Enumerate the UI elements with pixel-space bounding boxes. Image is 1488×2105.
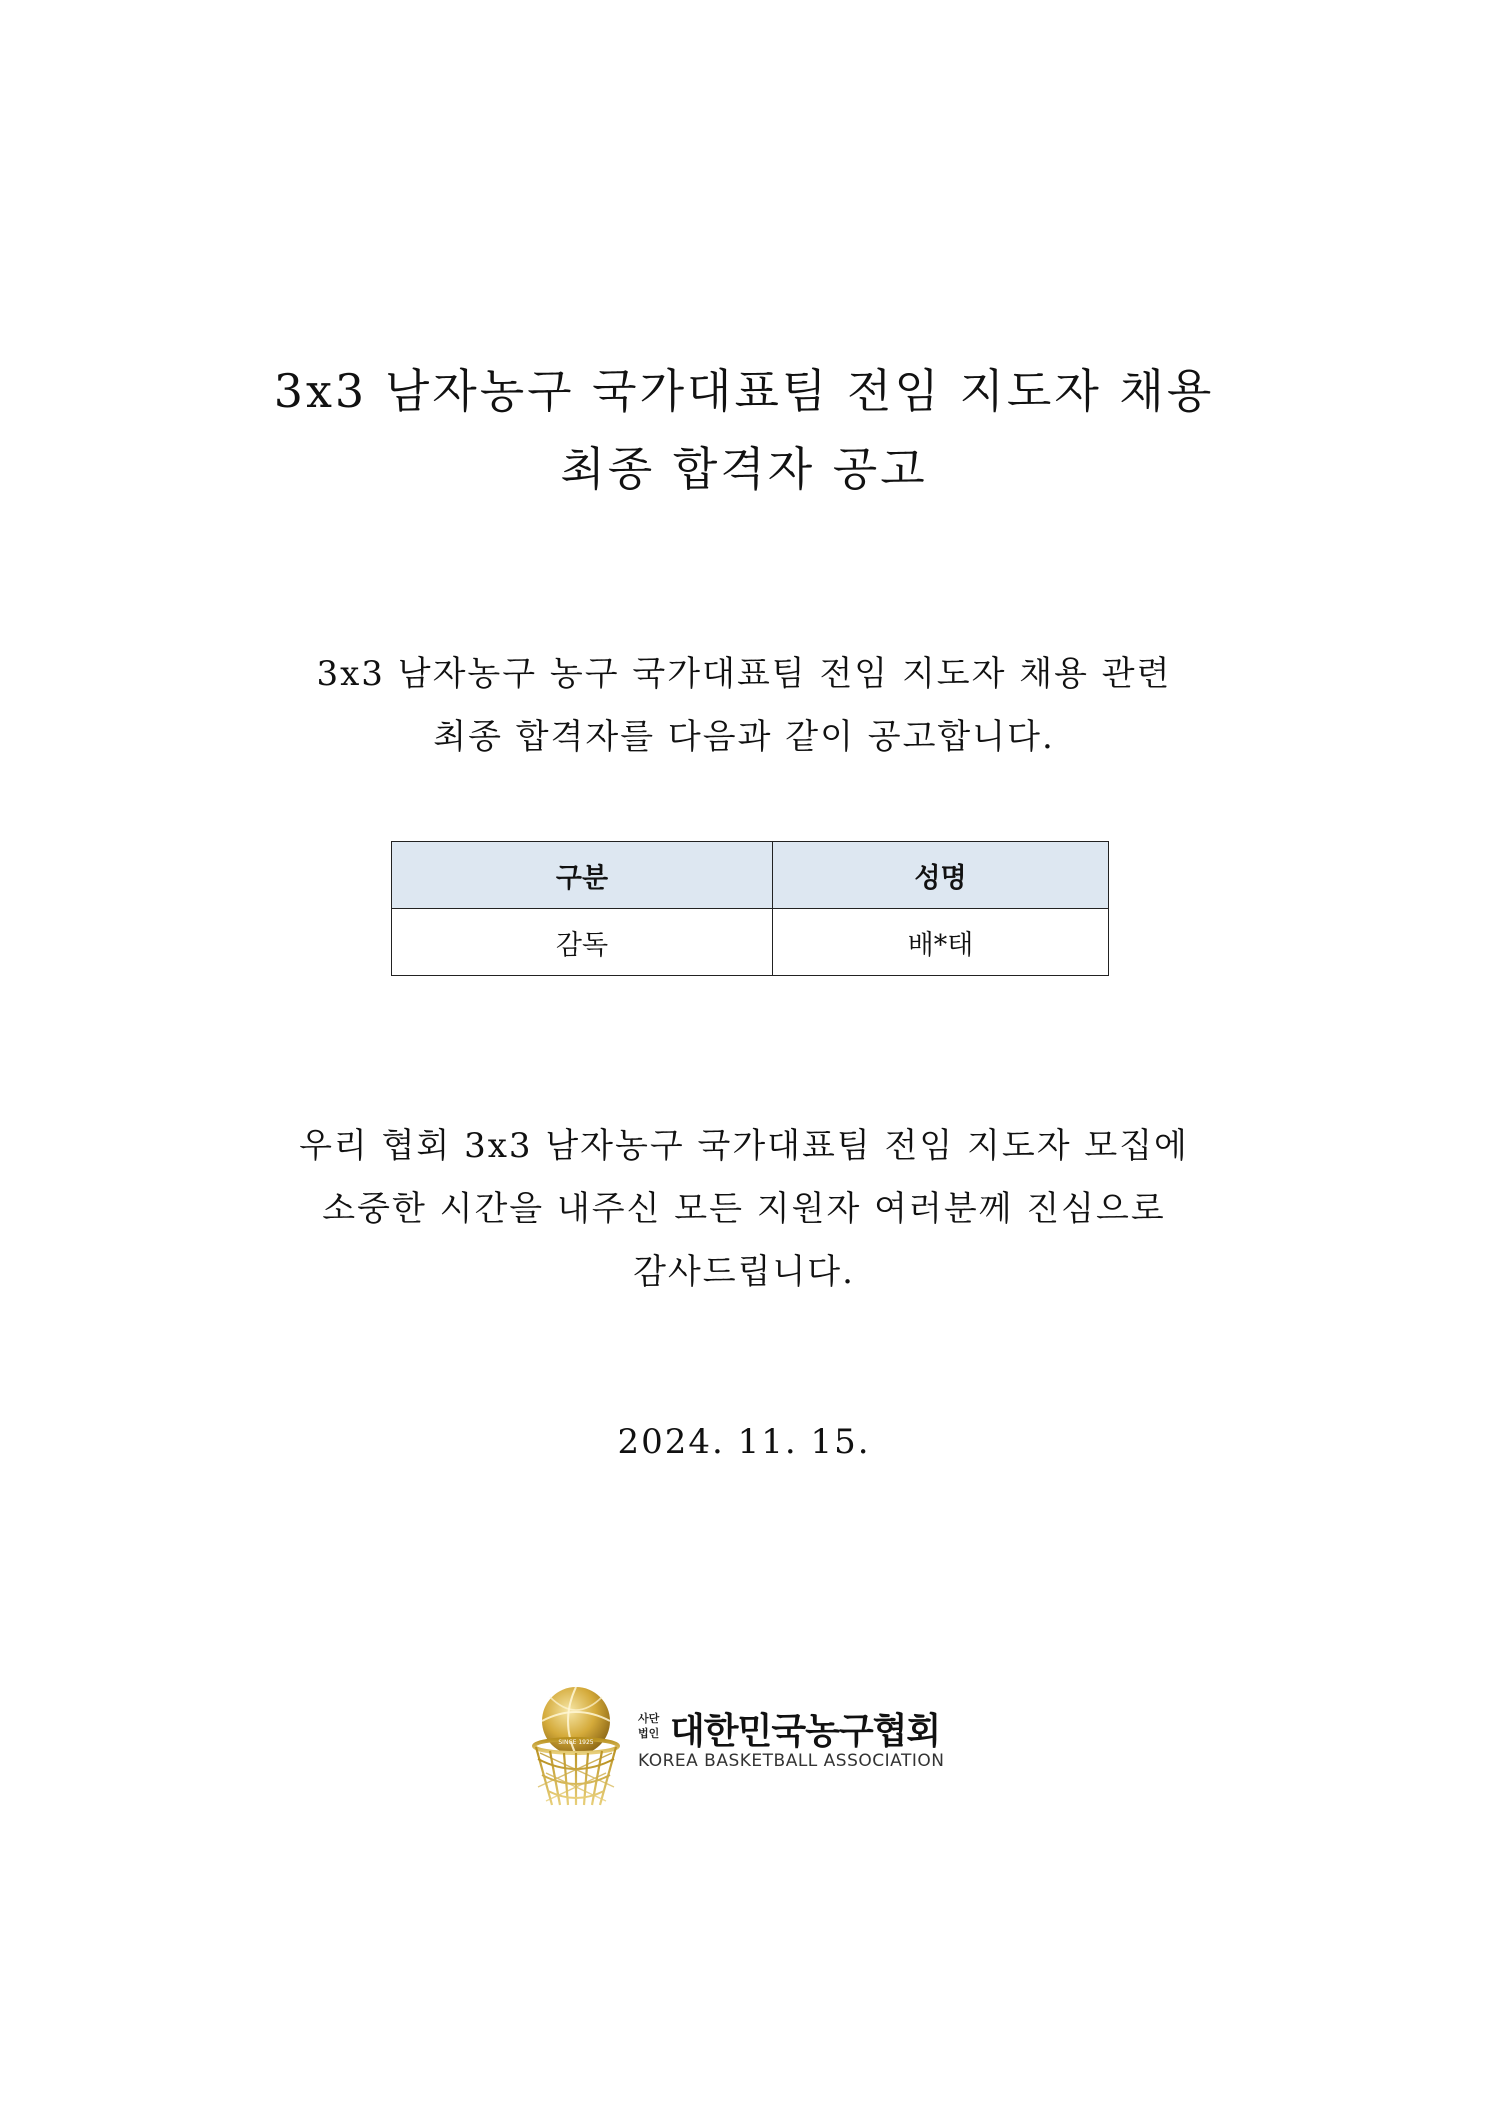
logo-prefix-line-1: 사단 [638,1712,660,1725]
intro-line-2: 최종 합격자를 다음과 같이 공고합니다. [433,717,1055,757]
closing-line-2: 소중한 시간을 내주신 모든 지원자 여러분께 진심으로 [322,1189,1166,1229]
title-line-2: 최종 합격자 공고 [560,442,928,496]
cell-name: 배*태 [773,909,1109,976]
cell-category: 감독 [392,909,773,976]
intro-paragraph [0,643,1488,769]
association-logo [526,1683,976,1813]
result-table [391,841,1109,976]
logo-prefix [638,1711,666,1741]
logo-korean-name: 대한민국농구협회 [670,1711,941,1752]
table-header-row [392,842,1109,909]
announcement-date: 2024. 11. 15. [617,1422,871,1462]
basketball-hoop-emblem-icon [526,1683,626,1813]
logo-prefix-line-2: 법인 [638,1727,660,1740]
closing-paragraph [0,1115,1488,1304]
intro-line-1: 3x3 남자농구 농구 국가대표팀 전임 지도자 채용 관련 [316,654,1172,694]
logo-english-name: KOREA BASKETBALL ASSOCIATION [638,1751,945,1771]
closing-line-3: 감사드립니다. [633,1252,855,1292]
header-name: 성명 [773,842,1109,909]
table-row [392,909,1109,976]
title-line-1: 3x3 남자농구 국가대표팀 전임 지도자 채용 [273,364,1215,418]
document-title [0,352,1488,508]
emblem-since-text: SINCE 1925 [558,1739,594,1746]
closing-line-1: 우리 협회 3x3 남자농구 국가대표팀 전임 지도자 모집에 [299,1126,1189,1166]
header-category: 구분 [392,842,773,909]
